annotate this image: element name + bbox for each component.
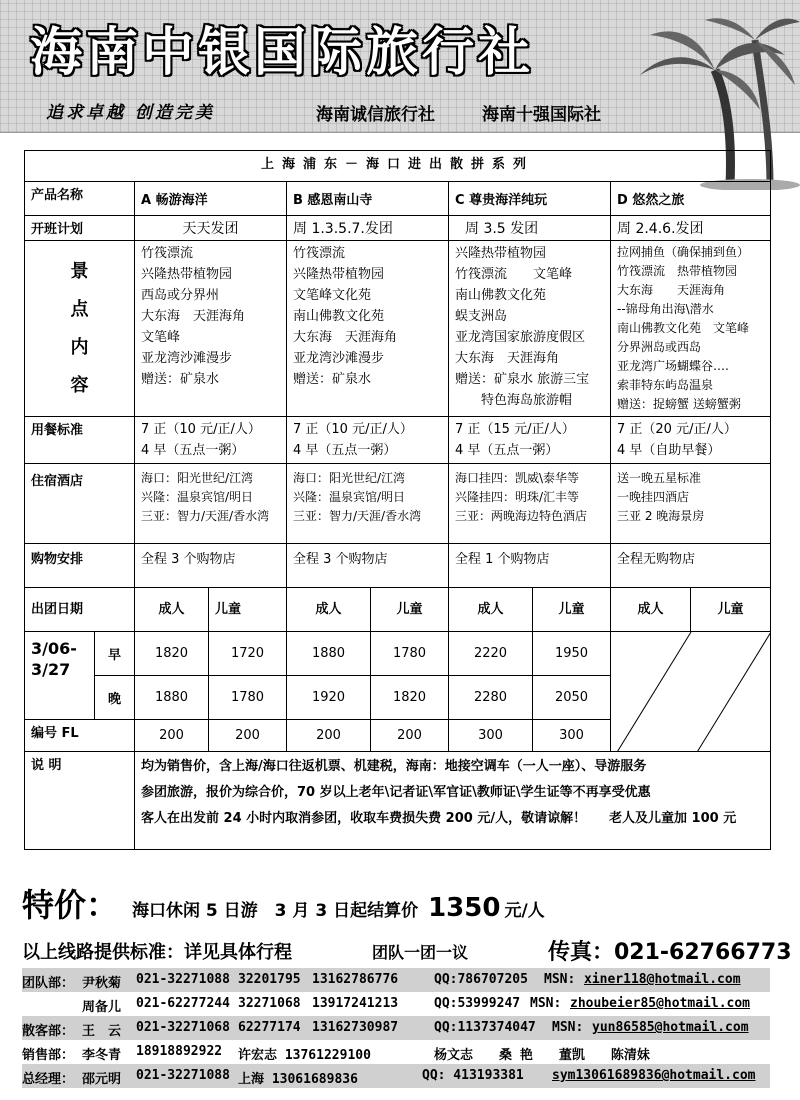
label-early: 早: [95, 632, 135, 676]
partner-name-1: 海南诚信旅行社: [316, 105, 435, 125]
product-d-schedule: 周 2.4.6.发团: [611, 216, 771, 241]
table-title: 上海浦东－海口进出散拼系列: [25, 151, 771, 182]
product-c-schedule: 周 3.5 发团: [449, 216, 611, 241]
special-text: 海口休闲 5 日游 3 月 3 日起结算价: [132, 901, 419, 921]
label-schedule: 开班计划: [25, 216, 135, 241]
product-c-hotel: 海口挂四：凯威\泰华等 兴隆挂四：明珠/汇丰等 三亚：两晚海边特色酒店: [449, 464, 611, 544]
product-d-price-empty: [611, 632, 771, 752]
price-c-early-adult: 2220: [449, 632, 533, 676]
price-b-early-adult: 1880: [287, 632, 371, 676]
label-shopping: 购物安排: [25, 544, 135, 588]
product-c-shopping: 全程 1 个购物店: [449, 544, 611, 588]
code-b-adult: 200: [287, 720, 371, 752]
partner-name-2: 海南十强国际社: [482, 105, 601, 125]
label-note: 说 明: [25, 752, 135, 850]
msn-link[interactable]: sym13061689836@hotmail.com: [552, 1068, 756, 1083]
header-child: 儿童: [371, 588, 449, 632]
product-a-name: A 畅游海洋: [135, 182, 287, 216]
msn-link[interactable]: zhoubeier85@hotmail.com: [570, 996, 751, 1011]
contact-row: 周备儿 021-62277244 32271068 13917241213 QQ:53999247 MSN: zhoubeier85@hotmail.com: [82, 996, 751, 1015]
code-a-child: 200: [209, 720, 287, 752]
price-a-late-child: 1780: [209, 676, 287, 720]
product-b-schedule: 周 1.3.5.7.发团: [287, 216, 449, 241]
label-spots: 景 点 内 容: [25, 241, 135, 417]
product-d-spots: 拉网捕鱼（确保捕到鱼） 竹筏漂流 热带植物园 大东海 天涯海角 --锦母角出海\潜水 南山佛教文化苑 文笔峰 分界洲岛或西岛 亚龙湾广场蝴蝶谷…. 索菲特东屿岛温泉 赠送：捉螃蟹 送螃蟹粥: [611, 241, 771, 417]
header-adult: 成人: [611, 588, 691, 632]
special-offer: [22, 880, 545, 926]
product-d-shopping: 全程无购物店: [611, 544, 771, 588]
code-b-child: 200: [371, 720, 449, 752]
diagonal-lines-icon: [611, 632, 771, 752]
header-child: 儿童: [691, 588, 771, 632]
special-label: 特价：: [22, 886, 119, 924]
contact-row: 销售部： 李冬青 18918892922 许宏志 13761229100 杨文志 桑 艳 董凯 陈清妹: [22, 1044, 650, 1063]
product-d-hotel: 送一晚五星标准 一晚挂四酒店 三亚 2 晚海景房: [611, 464, 771, 544]
label-hotel: 住宿酒店: [25, 464, 135, 544]
product-c-meals: 7 正（15 元/正/人） 4 早（五点一粥）: [449, 417, 611, 464]
price-a-early-adult: 1820: [135, 632, 209, 676]
product-d-meals: 7 正（20 元/正/人） 4 早（自助早餐）: [611, 417, 771, 464]
price-a-early-child: 1720: [209, 632, 287, 676]
label-meals: 用餐标准: [25, 417, 135, 464]
notes: 均为销售价，含上海/海口往返机票、机建税，海南：地接空调车（一人一座）、导游服务 参团旅游，报价为综合价，70 岁以上老年\记者证\军官证\教师证\学生证等不再享受优惠 客人在出发前 24 小时内取消参团，收取车费损失费 200 元/人，敬请谅解！ 老人及儿童加 100 元: [135, 752, 771, 850]
label-code: 编号 FL: [25, 720, 135, 752]
label-late: 晚: [95, 676, 135, 720]
itinerary-table: [24, 150, 771, 850]
slogan: 追求卓越 创造完美: [46, 103, 215, 123]
contact-row: 总经理： 邵元明 021-32271088 上海 13061689836 QQ: 413193381 sym13061689836@hotmail.com: [22, 1064, 770, 1088]
header-adult: 成人: [449, 588, 533, 632]
price-c-late-adult: 2280: [449, 676, 533, 720]
product-a-meals: 7 正（10 元/正/人） 4 早（五点一粥）: [135, 417, 287, 464]
price-c-early-child: 1950: [533, 632, 611, 676]
msn-link[interactable]: yun86585@hotmail.com: [592, 1020, 749, 1035]
contact-list: [22, 968, 770, 1088]
code-c-child: 300: [533, 720, 611, 752]
code-c-adult: 300: [449, 720, 533, 752]
fax-number: 传真：021-62766773: [548, 940, 792, 965]
header-adult: 成人: [287, 588, 371, 632]
code-a-adult: 200: [135, 720, 209, 752]
standard-note: 以上线路提供标准：详见具体行程: [22, 942, 292, 963]
header-adult: 成人: [135, 588, 209, 632]
contact-row: 团队部： 尹秋菊 021-32271088 32201795 13162786776 QQ:786707205 MSN: xiner118@hotmail.com: [22, 968, 770, 992]
product-c-spots: 兴隆热带植物园 竹筏漂流 文笔峰 南山佛教文化苑 蜈支洲岛 亚龙湾国家旅游度假区 大东海 天涯海角 赠送：矿泉水 旅游三宝 特色海岛旅游帽: [449, 241, 611, 417]
special-price: 1350: [428, 893, 501, 923]
price-b-early-child: 1780: [371, 632, 449, 676]
special-unit: 元/人: [504, 901, 545, 921]
price-a-late-adult: 1880: [135, 676, 209, 720]
product-b-meals: 7 正（10 元/正/人） 4 早（五点一粥）: [287, 417, 449, 464]
header-child: 儿童: [533, 588, 611, 632]
product-d-name: D 悠然之旅: [611, 182, 771, 216]
date-range: 3/06- 3/27: [25, 632, 95, 720]
price-c-late-child: 2050: [533, 676, 611, 720]
product-a-schedule: 天天发团: [135, 216, 287, 241]
product-b-shopping: 全程 3 个购物店: [287, 544, 449, 588]
product-c-name: C 尊贵海洋纯玩: [449, 182, 611, 216]
label-product: 产品名称: [25, 182, 135, 216]
msn-link[interactable]: xiner118@hotmail.com: [584, 972, 741, 987]
label-date: 出团日期: [25, 588, 135, 632]
group-note: 团队一团一议: [372, 943, 469, 962]
product-b-hotel: 海口：阳光世纪/江湾 兴隆：温泉宾馆/明日 三亚：智力/天涯/香水湾: [287, 464, 449, 544]
product-a-shopping: 全程 3 个购物店: [135, 544, 287, 588]
product-a-spots: 竹筏漂流 兴隆热带植物园 西岛或分界州 大东海 天涯海角 文笔峰 亚龙湾沙滩漫步 赠送：矿泉水: [135, 241, 287, 417]
price-b-late-adult: 1920: [287, 676, 371, 720]
header-child: 儿童: [209, 588, 287, 632]
product-b-name: B 感恩南山寺: [287, 182, 449, 216]
product-b-spots: 竹筏漂流 兴隆热带植物园 文笔峰文化苑 南山佛教文化苑 大东海 天涯海角 亚龙湾沙滩漫步 赠送：矿泉水: [287, 241, 449, 417]
product-a-hotel: 海口：阳光世纪/江湾 兴隆：温泉宾馆/明日 三亚：智力/天涯/香水湾: [135, 464, 287, 544]
price-b-late-child: 1820: [371, 676, 449, 720]
header-banner: [0, 0, 800, 133]
contact-row: 散客部： 王 云 021-32271068 62277174 13162730987 QQ:1137374047 MSN: yun86585@hotmail.com: [22, 1016, 770, 1040]
brand-title: 海南中银国际旅行社: [30, 23, 535, 83]
